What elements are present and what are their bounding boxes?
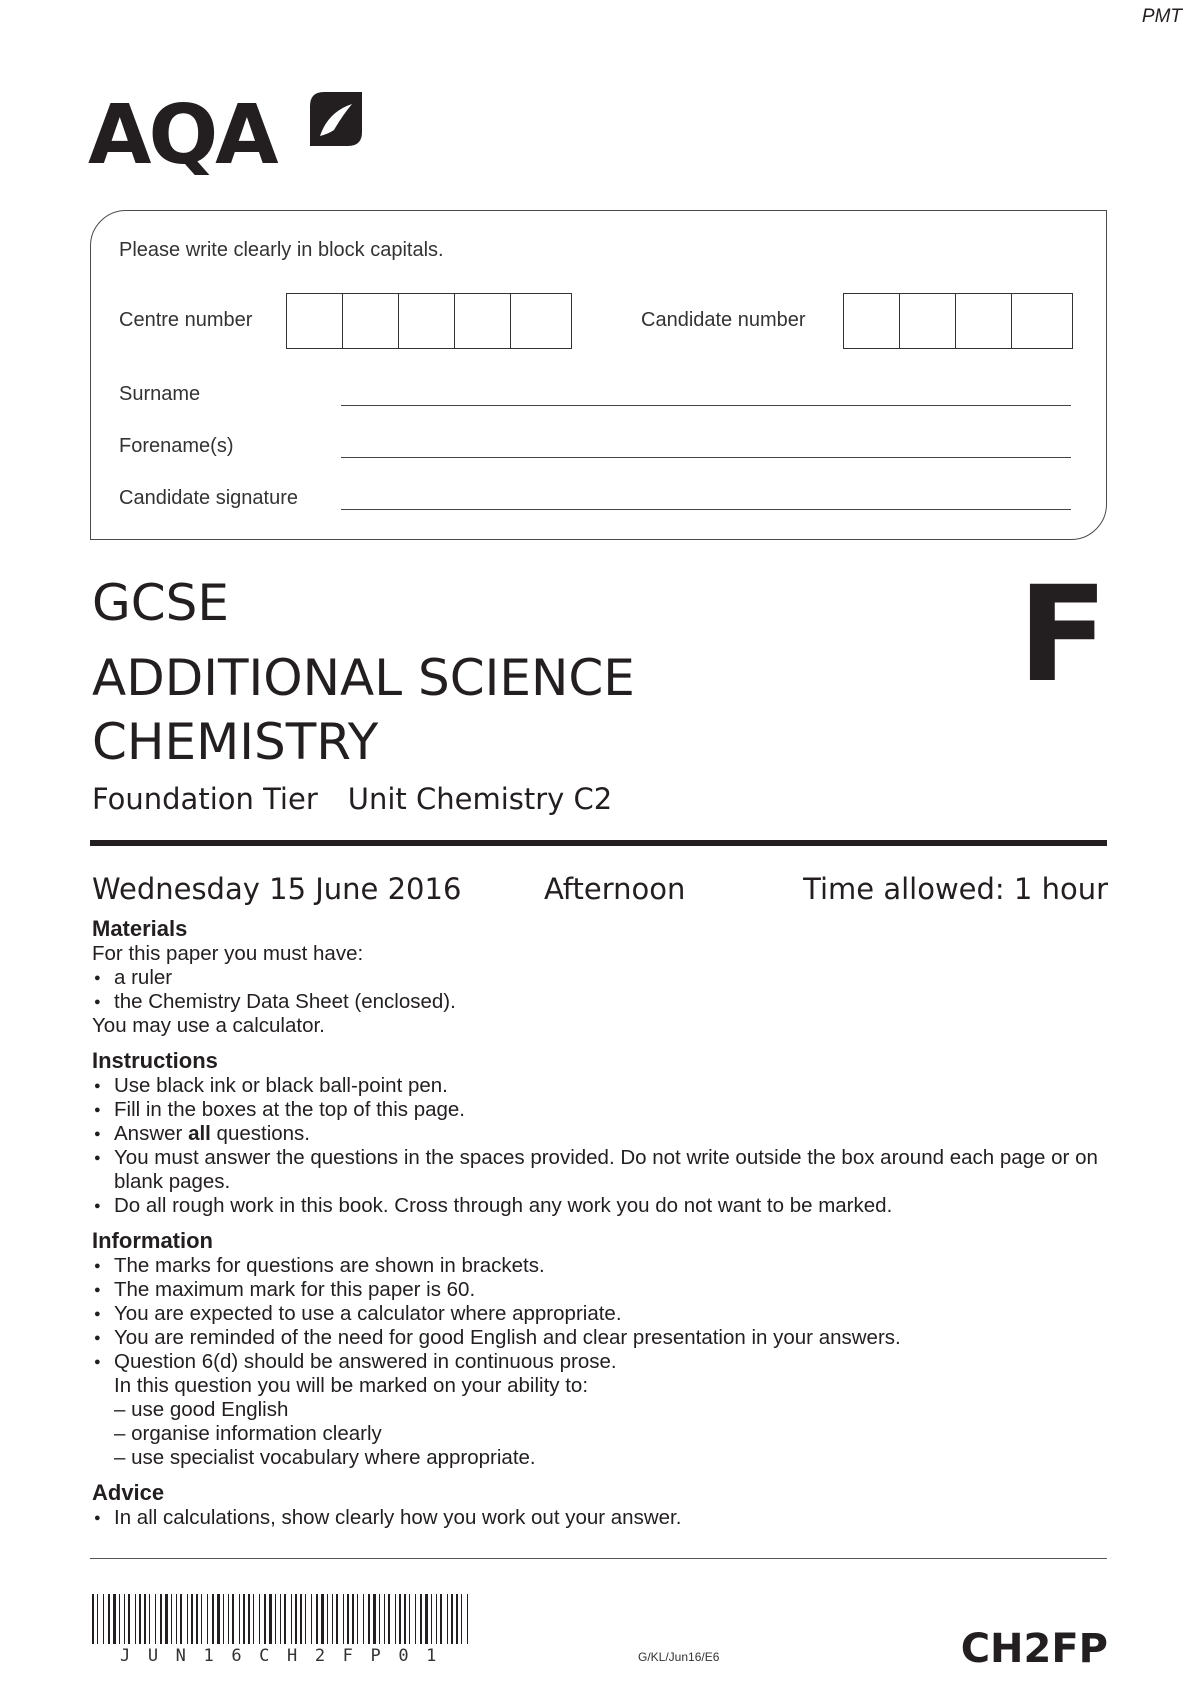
advice-list — [92, 1506, 1107, 1530]
paper-code: CH2FP — [960, 1626, 1108, 1672]
barcode-bar — [92, 1594, 94, 1644]
barcode-bar — [373, 1594, 376, 1644]
list-item: ● a ruler — [92, 966, 1107, 990]
barcode-bar — [395, 1594, 396, 1644]
prose-intro: In this question you will be marked on your ability to: — [114, 1374, 589, 1397]
barcode-bar — [461, 1594, 462, 1644]
forenames-label: Forename(s) — [119, 435, 234, 457]
tier-letter: F — [1017, 558, 1108, 712]
barcode-bar — [144, 1594, 146, 1644]
candidate-number-cell[interactable] — [844, 294, 900, 348]
barcode-bar — [135, 1594, 136, 1644]
barcode-bar — [243, 1594, 245, 1644]
barcode-bar — [415, 1594, 416, 1644]
barcode-bar — [347, 1594, 349, 1644]
subject-line-1: ADDITIONAL SCIENCE — [92, 649, 635, 707]
instructions-title: Instructions — [92, 1048, 218, 1073]
barcode-bar — [305, 1594, 306, 1644]
barcode-bar — [384, 1594, 385, 1644]
centre-number-boxes[interactable] — [286, 293, 572, 349]
barcode-bar — [284, 1594, 286, 1644]
barcode-bar — [180, 1594, 182, 1644]
candidate-details-box — [90, 210, 1107, 540]
logo-text: AQA — [88, 88, 276, 183]
list-item: ● You must answer the questions in the spaces provided. Do not write outside the box around each page or on blank pages. — [92, 1146, 1107, 1194]
centre-number-cell[interactable] — [343, 294, 399, 348]
barcode-bar — [467, 1594, 468, 1644]
barcode-bar — [291, 1594, 292, 1644]
barcode-bar — [425, 1594, 428, 1644]
barcode-bar — [321, 1594, 324, 1644]
barcode — [92, 1594, 472, 1644]
barcode-bar — [128, 1594, 130, 1644]
list-item: ● The marks for questions are shown in brackets. — [92, 1254, 1107, 1278]
barcode-bar — [264, 1594, 266, 1644]
forenames-field[interactable] — [341, 457, 1071, 458]
materials-note: You may use a calculator. — [92, 1014, 325, 1037]
tier-unit-line — [92, 782, 612, 816]
barcode-bar — [352, 1594, 354, 1644]
barcode-bar — [160, 1594, 162, 1644]
barcode-text: JUN16CH2FP01 — [120, 1646, 455, 1666]
barcode-bar — [207, 1594, 208, 1644]
barcode-bar — [269, 1594, 272, 1644]
list-item: ● You are expected to use a calculator where appropriate. — [92, 1302, 1107, 1326]
materials-title: Materials — [92, 916, 188, 941]
barcode-bar — [295, 1594, 297, 1644]
prose-item: – use specialist vocabulary where appropriate. — [114, 1446, 536, 1469]
list-item: ● Question 6(d) should be answered in continuous prose. — [92, 1350, 1107, 1374]
barcode-bar — [187, 1594, 188, 1644]
candidate-number-cell[interactable] — [1012, 294, 1068, 348]
barcode-bar — [103, 1594, 104, 1644]
information-list — [92, 1254, 1107, 1374]
barcode-bar — [124, 1594, 125, 1644]
barcode-bar — [139, 1594, 141, 1644]
barcode-bar — [456, 1594, 458, 1644]
barcode-bar — [436, 1594, 437, 1644]
qualification-title: GCSE — [92, 574, 229, 632]
centre-number-cell[interactable] — [399, 294, 455, 348]
barcode-bar — [404, 1594, 406, 1644]
signature-label: Candidate signature — [119, 487, 299, 509]
candidate-number-label: Candidate number — [641, 309, 806, 331]
barcode-bar — [201, 1594, 202, 1644]
barcode-bar — [171, 1594, 172, 1644]
barcode-bar — [332, 1594, 333, 1644]
barcode-bar — [223, 1594, 224, 1644]
list-item: ● In all calculations, show clearly how you work out your answer. — [92, 1506, 1107, 1530]
barcode-bar — [327, 1594, 328, 1644]
centre-number-cell[interactable] — [455, 294, 511, 348]
candidate-number-cell[interactable] — [956, 294, 1012, 348]
barcode-bar — [399, 1594, 401, 1644]
instructions-list — [92, 1074, 1107, 1218]
materials-intro: For this paper you must have: — [92, 942, 364, 965]
list-item: ● The maximum mark for this paper is 60. — [92, 1278, 1107, 1302]
surname-label: Surname — [119, 383, 201, 405]
exam-session: Afternoon — [544, 872, 686, 906]
barcode-bar — [232, 1594, 234, 1644]
barcode-bar — [196, 1594, 198, 1644]
corner-mark: PMT — [1141, 6, 1182, 27]
tier-label: Foundation Tier — [92, 782, 318, 816]
aqa-logo — [88, 86, 358, 186]
unit-label: Unit Chemistry C2 — [347, 782, 613, 816]
barcode-bar — [239, 1594, 240, 1644]
paper-reference: G/KL/Jun16/E6 — [638, 1650, 720, 1664]
barcode-bar — [275, 1594, 276, 1644]
barcode-bar — [357, 1594, 358, 1644]
barcode-bar — [212, 1594, 214, 1644]
barcode-bar — [228, 1594, 229, 1644]
subject-line-2: CHEMISTRY — [92, 713, 379, 771]
barcode-bar — [447, 1594, 448, 1644]
barcode-bar — [420, 1594, 422, 1644]
centre-number-label: Centre number — [119, 309, 253, 331]
barcode-bar — [388, 1594, 390, 1644]
information-section — [92, 1228, 1107, 1470]
barcode-bar — [155, 1594, 156, 1644]
barcode-bar — [248, 1594, 250, 1644]
barcode-bar — [149, 1594, 150, 1644]
time-allowed: Time allowed: 1 hour — [803, 872, 1108, 906]
rubric-sections — [92, 916, 1107, 1540]
barcode-bar — [253, 1594, 254, 1644]
barcode-bar — [97, 1594, 98, 1644]
barcode-bar — [431, 1594, 432, 1644]
barcode-bar — [379, 1594, 380, 1644]
list-item: ● You are reminded of the need for good English and clear presentation in your answers. — [92, 1326, 1107, 1350]
block-capitals-instruction: Please write clearly in block capitals. — [119, 239, 444, 261]
barcode-bar — [280, 1594, 281, 1644]
barcode-bar — [176, 1594, 177, 1644]
barcode-bar — [343, 1594, 344, 1644]
prose-item: – use good English — [114, 1398, 289, 1421]
barcode-bar — [409, 1594, 410, 1644]
centre-number-cell[interactable] — [287, 294, 343, 348]
barcode-bar — [119, 1594, 120, 1644]
barcode-bar — [440, 1594, 442, 1644]
candidate-number-boxes[interactable] — [843, 293, 1073, 349]
barcode-bar — [108, 1594, 110, 1644]
barcode-bar — [113, 1594, 116, 1644]
subject-title — [92, 646, 635, 774]
barcode-bar — [451, 1594, 453, 1644]
barcode-bar — [336, 1594, 338, 1644]
materials-section — [92, 916, 1107, 1038]
barcode-bar — [191, 1594, 193, 1644]
list-item: ● Answer all questions. — [92, 1122, 1107, 1146]
barcode-bar — [311, 1594, 312, 1644]
list-item: ● Do all rough work in this book. Cross through any work you do not want to be marked. — [92, 1194, 1107, 1218]
barcode-bar — [259, 1594, 260, 1644]
surname-field[interactable] — [341, 405, 1071, 406]
list-item: ● Use black ink or black ball-point pen. — [92, 1074, 1107, 1098]
advice-title: Advice — [92, 1480, 165, 1505]
barcode-bar — [368, 1594, 370, 1644]
exam-date: Wednesday 15 June 2016 — [92, 872, 462, 906]
barcode-bar — [363, 1594, 364, 1644]
information-title: Information — [92, 1228, 213, 1253]
list-item: ● Fill in the boxes at the top of this page. — [92, 1098, 1107, 1122]
prose-item: – organise information clearly — [114, 1422, 382, 1445]
candidate-number-cell[interactable] — [900, 294, 956, 348]
advice-section — [92, 1480, 1107, 1530]
aqa-leaf-icon — [306, 90, 362, 146]
list-item: ● the Chemistry Data Sheet (enclosed). — [92, 990, 1107, 1014]
materials-list — [92, 966, 1107, 1014]
signature-field[interactable] — [341, 509, 1071, 510]
barcode-bar — [300, 1594, 302, 1644]
barcode-bar — [217, 1594, 220, 1644]
heading-divider — [90, 840, 1107, 846]
barcode-bar — [165, 1594, 168, 1644]
footer-divider — [90, 1558, 1107, 1559]
centre-number-cell[interactable] — [511, 294, 567, 348]
instructions-section — [92, 1048, 1107, 1218]
barcode-bar — [316, 1594, 318, 1644]
